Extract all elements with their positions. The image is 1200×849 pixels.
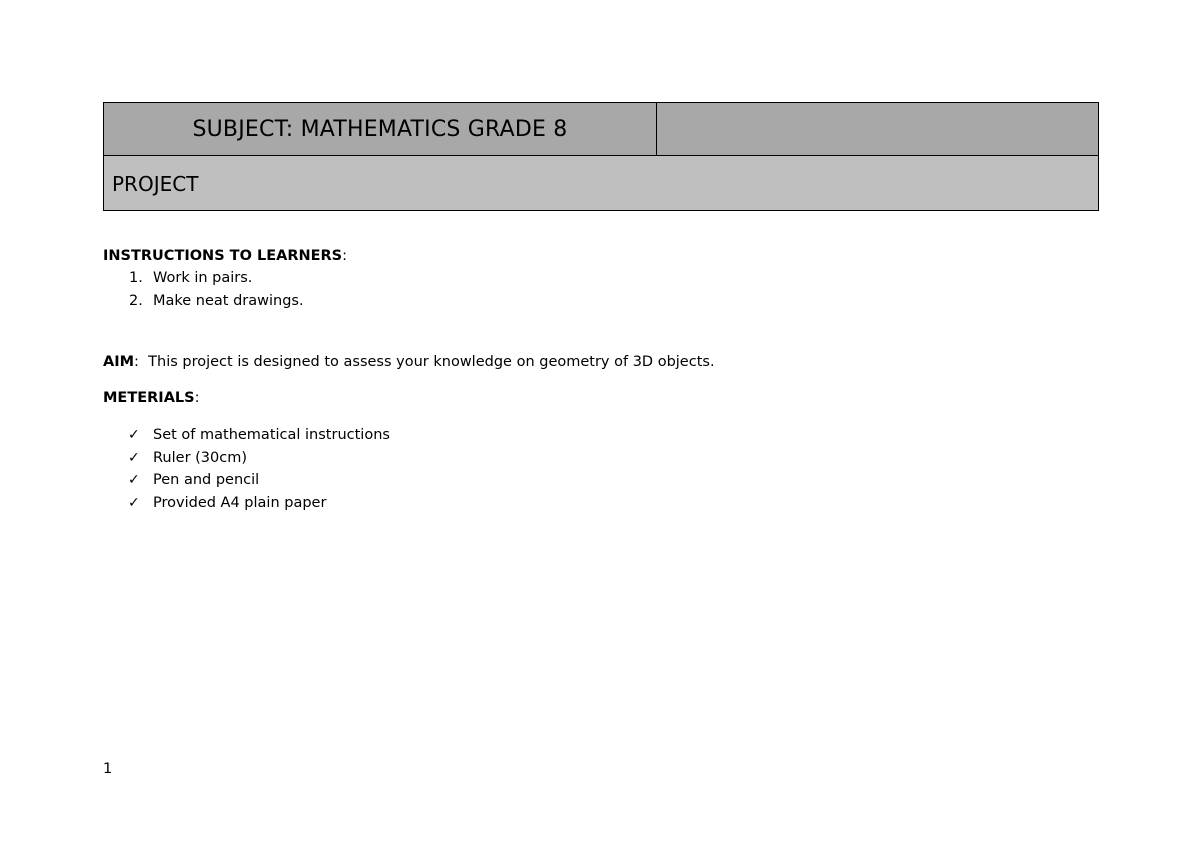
checkmark-icon: ✓ xyxy=(128,472,140,488)
project-label: PROJECT xyxy=(104,156,1099,211)
instructions-heading xyxy=(103,245,347,268)
instructions-list xyxy=(103,267,304,312)
list-item-text: Work in pairs. xyxy=(153,270,253,286)
materials-list xyxy=(103,424,390,514)
page-number: 1 xyxy=(103,761,113,777)
instructions-heading-colon: : xyxy=(342,248,348,264)
checkmark-icon: ✓ xyxy=(128,494,140,511)
list-item-text: Pen and pencil xyxy=(153,472,260,488)
list-item-text: Set of mathematical instructions xyxy=(153,427,390,443)
list-item xyxy=(103,290,304,313)
materials-heading-label: METERIALS xyxy=(103,390,195,406)
list-item-text: Ruler (30cm) xyxy=(153,449,247,466)
aim-label: AIM xyxy=(103,354,135,370)
list-item xyxy=(103,492,390,515)
list-item xyxy=(103,447,390,470)
subject-title: SUBJECT: MATHEMATICS GRADE 8 xyxy=(104,103,657,156)
list-item-number: 1. xyxy=(129,270,143,286)
list-item-number: 2. xyxy=(129,292,143,309)
list-item-text: Provided A4 plain paper xyxy=(153,494,327,511)
checkmark-icon: ✓ xyxy=(128,449,140,466)
header-table xyxy=(103,102,1099,211)
list-item-text: Make neat drawings. xyxy=(153,292,304,309)
aim-text: : This project is designed to assess your knowledge on geometry of 3D objects. xyxy=(134,354,715,370)
materials-heading-colon: : xyxy=(194,390,200,406)
list-item xyxy=(103,469,390,492)
list-item xyxy=(103,267,304,290)
checkmark-icon: ✓ xyxy=(128,427,140,443)
aim-statement xyxy=(103,351,715,374)
instructions-heading-label: INSTRUCTIONS TO LEARNERS xyxy=(103,248,343,264)
header-empty-cell xyxy=(657,103,1099,156)
materials-heading xyxy=(103,387,200,410)
list-item xyxy=(103,424,390,447)
